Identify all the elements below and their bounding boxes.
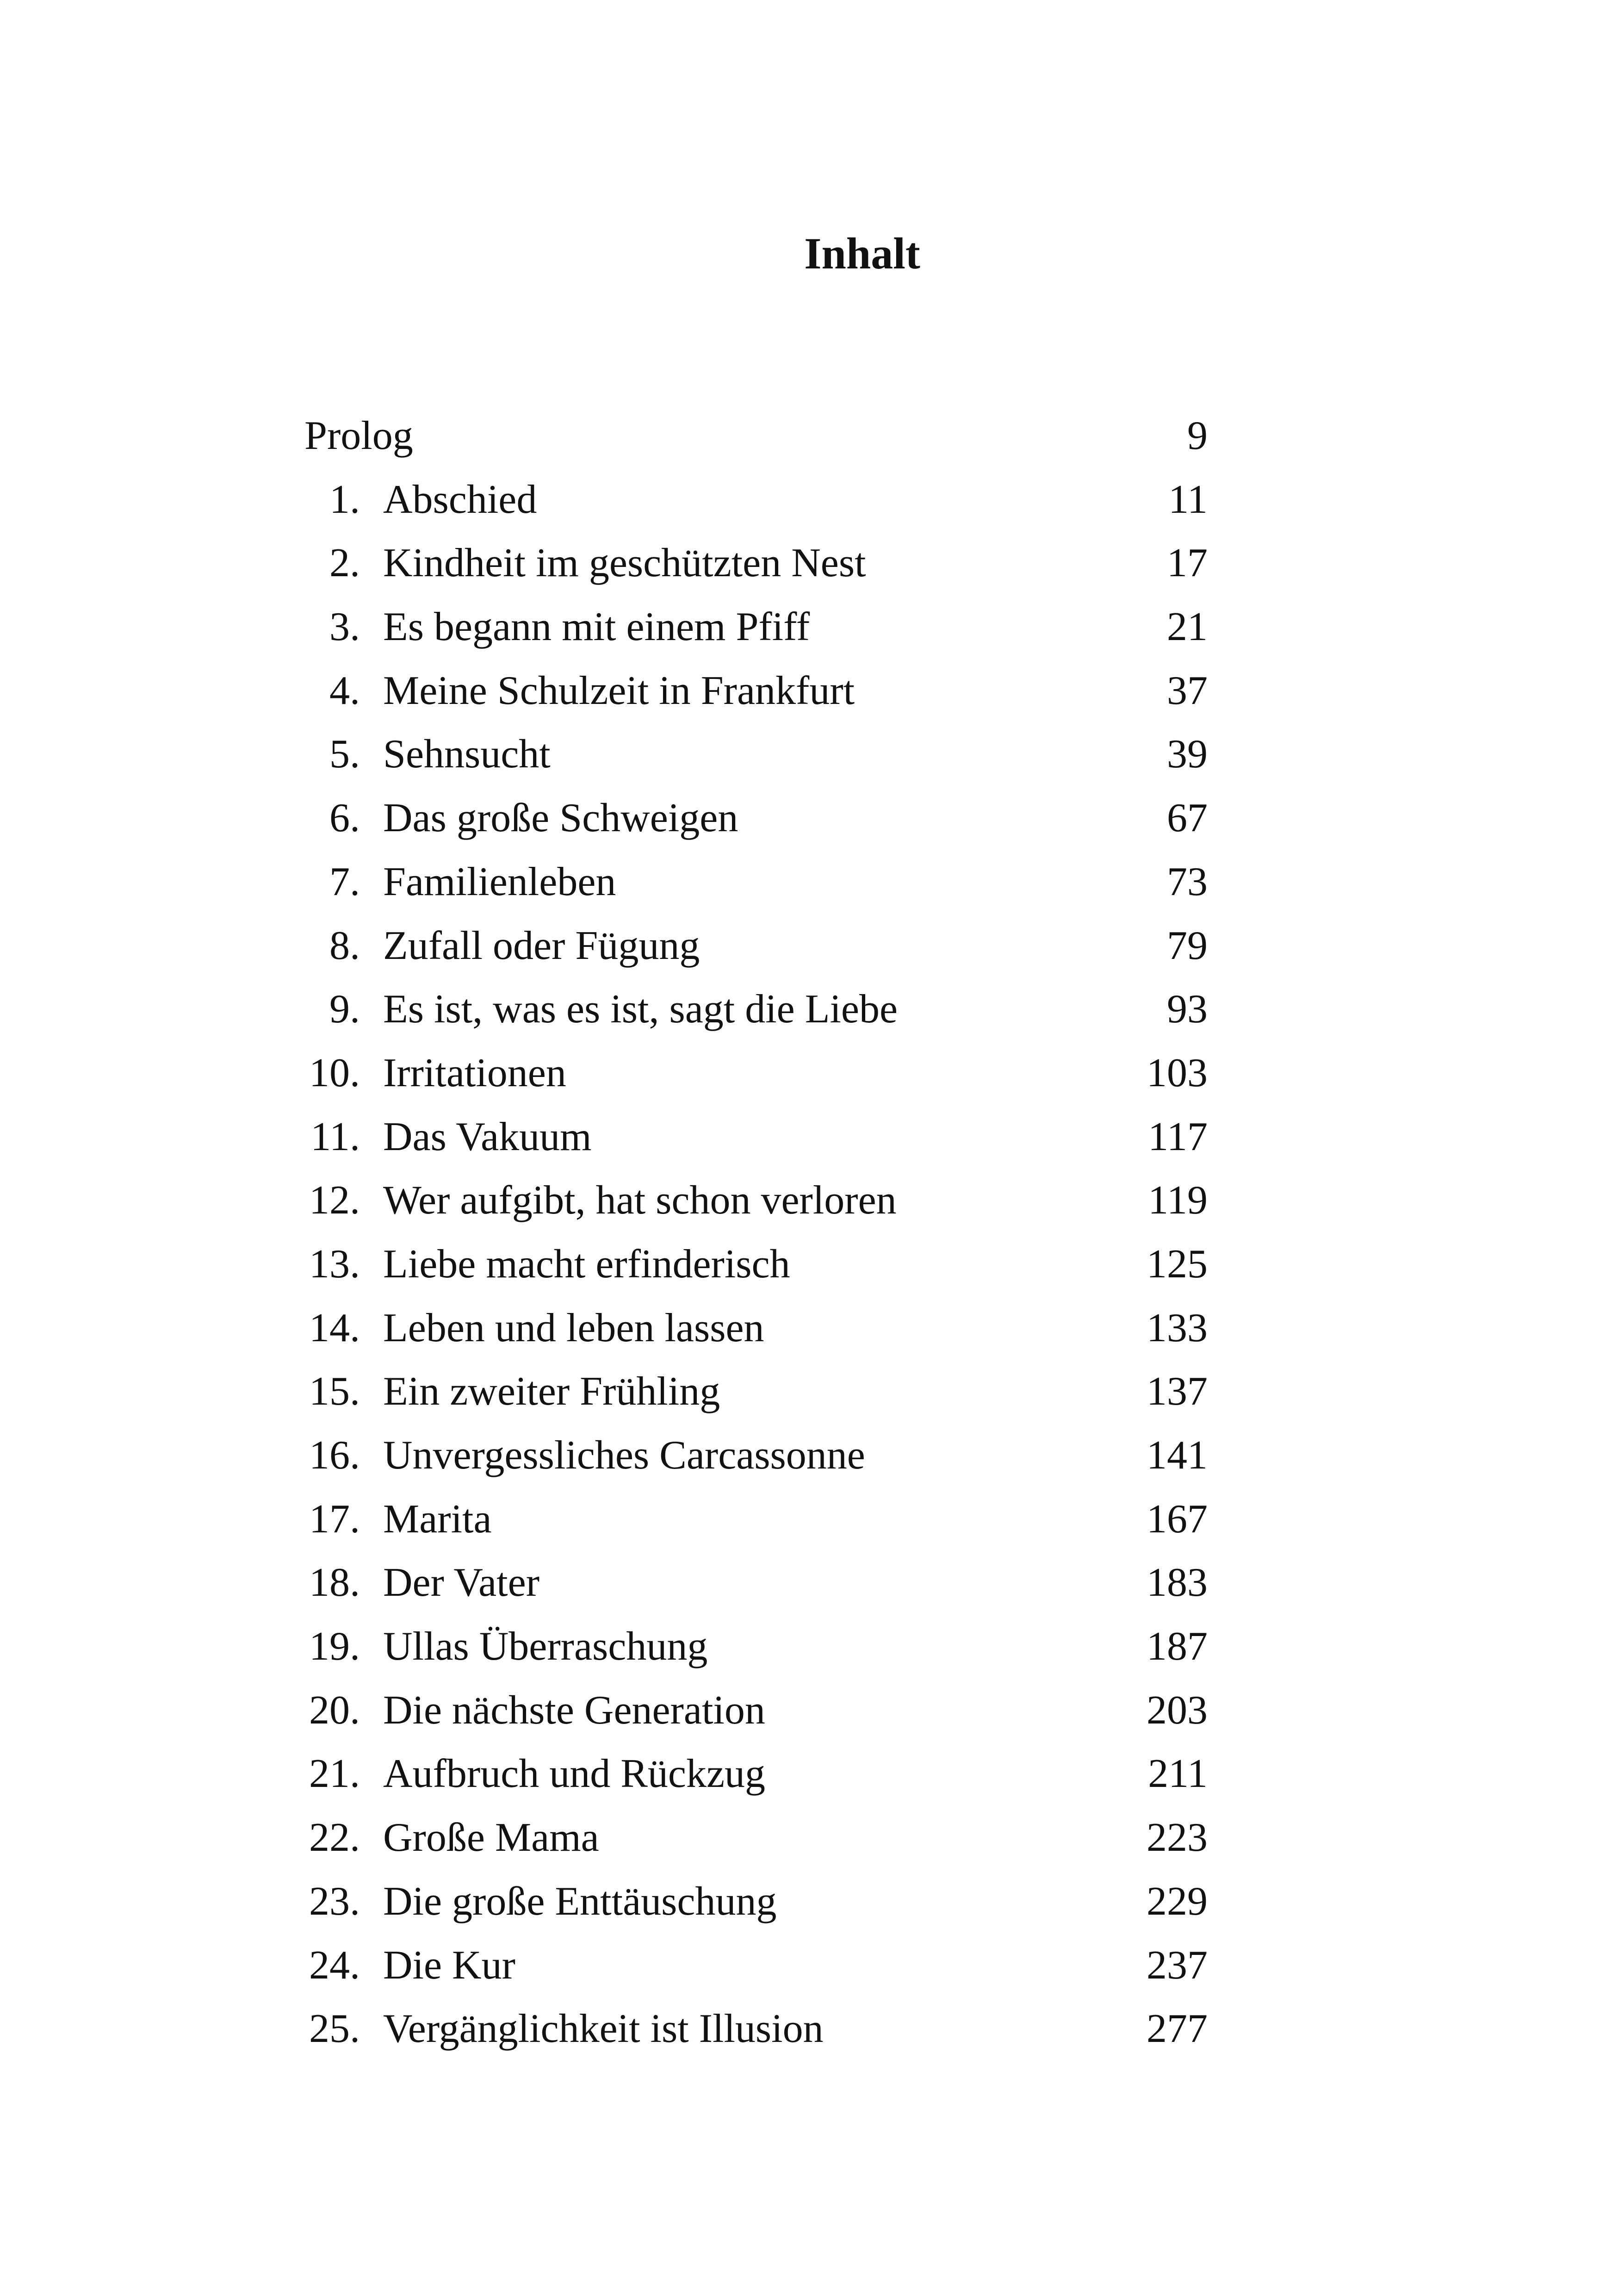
toc-entry-number: 2. — [329, 541, 360, 586]
toc-entry-title: Familienleben — [383, 859, 616, 904]
toc-entry-number: 5. — [329, 732, 360, 777]
toc-entry-number: 8. — [329, 923, 360, 968]
toc-entry-page: 103 — [1147, 1050, 1208, 1095]
toc-entry-title: Die nächste Generation — [383, 1687, 765, 1733]
toc-entry — [296, 1169, 1208, 1232]
toc-entry-page: 119 — [1148, 1178, 1208, 1223]
toc-entry-page: 167 — [1147, 1496, 1208, 1542]
toc-entry-number: 23. — [309, 1879, 360, 1924]
toc-entry-page: 133 — [1147, 1305, 1208, 1350]
toc-entry-page: 277 — [1147, 2006, 1208, 2052]
toc-entry-title: Marita — [383, 1496, 492, 1542]
toc-entry-number: 10. — [309, 1050, 360, 1095]
toc-entry — [296, 1679, 1208, 1742]
toc-entry — [296, 1870, 1208, 1934]
toc-entry — [296, 850, 1208, 914]
toc-entry — [296, 531, 1208, 595]
toc-entry-title: Meine Schulzeit in Frankfurt — [383, 668, 855, 713]
toc-entry — [296, 1232, 1208, 1296]
toc-entry-title: Die Kur — [383, 1942, 515, 1988]
toc-entry — [296, 1551, 1208, 1615]
toc-entry-prolog — [296, 404, 1208, 468]
toc-entry-title: Ein zweiter Frühling — [383, 1369, 720, 1414]
toc-entry-page: 93 — [1167, 987, 1208, 1032]
toc-entry-page: 237 — [1147, 1942, 1208, 1988]
toc-entry-number: 3. — [329, 604, 360, 650]
toc-entry — [296, 1615, 1208, 1679]
toc-entry-page: 141 — [1147, 1433, 1208, 1478]
toc-entry-page: 37 — [1167, 668, 1208, 713]
toc-entry-number: 22. — [309, 1815, 360, 1860]
toc-entry-page: 73 — [1167, 859, 1208, 904]
toc-entry-title: Die große Enttäuschung — [383, 1879, 777, 1924]
toc-entry-title: Kindheit im geschützten Nest — [383, 541, 866, 586]
toc-entry — [296, 786, 1208, 850]
toc-entry-number: 19. — [309, 1624, 360, 1669]
toc-entry-title: Vergänglichkeit ist Illusion — [383, 2006, 824, 2052]
toc-entry-number: 17. — [309, 1496, 360, 1542]
toc-entry-number: 21. — [309, 1751, 360, 1797]
toc-entry — [296, 1997, 1208, 2061]
toc-entry-number: 6. — [329, 796, 360, 841]
toc-entry — [296, 1806, 1208, 1870]
toc-entry — [296, 914, 1208, 978]
toc-entry-number: 12. — [309, 1178, 360, 1223]
toc-entry-page: 11 — [1168, 477, 1208, 522]
toc-entry — [296, 468, 1208, 532]
toc-entry-page: 211 — [1148, 1751, 1208, 1797]
toc-entry-title: Ullas Überraschung — [383, 1624, 708, 1669]
toc-entry-number: 13. — [309, 1241, 360, 1287]
toc-entry-title: Unvergessliches Carcassonne — [383, 1433, 865, 1478]
toc-entry-title: Große Mama — [383, 1815, 599, 1860]
toc-entry-number: 20. — [309, 1687, 360, 1733]
toc-entry-title: Abschied — [383, 477, 537, 522]
toc-entry — [296, 977, 1208, 1041]
toc-entry-number: 14. — [309, 1305, 360, 1350]
toc-entry-title: Es begann mit einem Pfiff — [383, 604, 810, 650]
toc-entry-page: 223 — [1147, 1815, 1208, 1860]
toc-entry-title: Liebe macht erfinderisch — [383, 1241, 790, 1287]
toc-entry-number: 4. — [329, 668, 360, 713]
toc-entry-title: Das Vakuum — [383, 1114, 592, 1159]
toc-entry-page: 79 — [1167, 923, 1208, 968]
toc-entry-title: Irritationen — [383, 1050, 566, 1095]
toc-entry-title: Wer aufgibt, hat schon verloren — [383, 1178, 897, 1223]
toc-entry-title: Leben und leben lassen — [383, 1305, 764, 1350]
toc-entry-number: 25. — [309, 2006, 360, 2052]
toc-entry-page: 183 — [1147, 1560, 1208, 1605]
toc-entry — [296, 1742, 1208, 1806]
toc-entry — [296, 1041, 1208, 1105]
toc-entry-title: Es ist, was es ist, sagt die Liebe — [383, 987, 898, 1032]
toc-entry-number: 11. — [310, 1114, 360, 1159]
toc-entry-page: 187 — [1147, 1624, 1208, 1669]
toc-entry-number: 9. — [329, 987, 360, 1032]
toc-entry-number: 16. — [309, 1433, 360, 1478]
toc-entry-page: 117 — [1148, 1114, 1208, 1159]
toc-entry — [296, 1105, 1208, 1169]
toc-entry-page: 39 — [1167, 732, 1208, 777]
toc-entry-title: Aufbruch und Rückzug — [383, 1751, 766, 1797]
toc-entry — [296, 1487, 1208, 1551]
toc-entry — [296, 659, 1208, 723]
toc-entry — [296, 595, 1208, 659]
toc-entry-number: 7. — [329, 859, 360, 904]
toc-entry-page: 21 — [1167, 604, 1208, 650]
toc-entry-title: Das große Schweigen — [383, 796, 738, 841]
toc-entry-title: Der Vater — [383, 1560, 539, 1605]
toc-entry-page: 67 — [1167, 796, 1208, 841]
toc-entry-title: Zufall oder Fügung — [383, 923, 700, 968]
toc-entry-page: 203 — [1147, 1687, 1208, 1733]
toc-entry-title: Sehnsucht — [383, 732, 551, 777]
toc-entry-page: 137 — [1147, 1369, 1208, 1414]
toc-entry — [296, 1934, 1208, 1997]
toc-entry-page: 9 — [1187, 413, 1208, 458]
toc-entry — [296, 1296, 1208, 1360]
toc-entry — [296, 1424, 1208, 1487]
toc-entry-title: Prolog — [304, 413, 413, 458]
toc-entry-number: 18. — [309, 1560, 360, 1605]
toc-entry — [296, 1360, 1208, 1424]
toc-entry-page: 229 — [1147, 1879, 1208, 1924]
toc-entry-page: 125 — [1147, 1241, 1208, 1287]
toc-entry-number: 24. — [309, 1942, 360, 1988]
page-title: Inhalt — [804, 229, 920, 278]
toc-entry-page: 17 — [1167, 541, 1208, 586]
toc-entry — [296, 722, 1208, 786]
toc-entry-number: 1. — [329, 477, 360, 522]
toc-entry-number: 15. — [309, 1369, 360, 1414]
table-of-contents — [296, 404, 1208, 2061]
